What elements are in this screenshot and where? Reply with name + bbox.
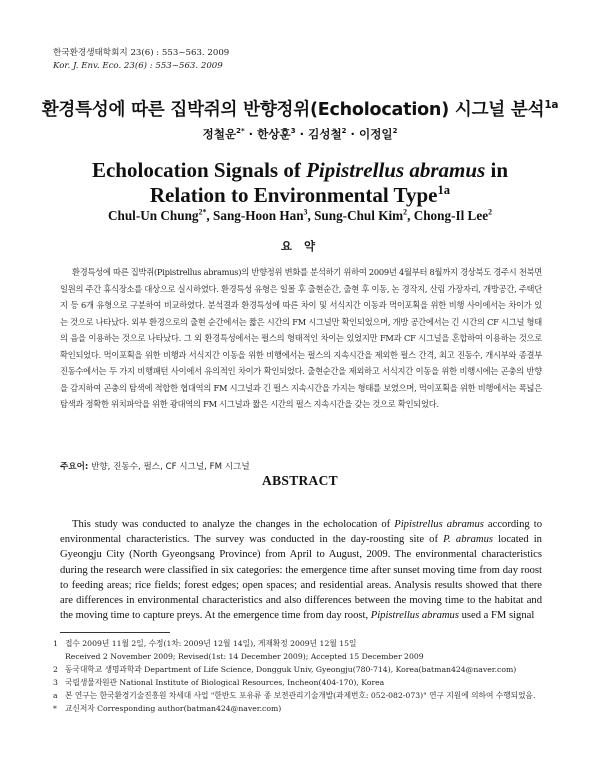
footnote-mark: a [53, 691, 58, 700]
footnote-item [53, 702, 545, 715]
journal-citation [53, 47, 229, 73]
journal-citation-en: Kor. J. Env. Eco. 23(6) : 553~563. 2009 [53, 61, 223, 71]
author-ko-sup: 2 [392, 127, 398, 136]
author-ko: 김성철 [308, 127, 342, 141]
footnote-divider [60, 632, 170, 633]
title-english-part1: Echolocation Signals of [91, 158, 307, 182]
title-korean-text: 환경특성에 따른 집박쥐의 반향정위(Echolocation) 시그널 분석 [41, 100, 545, 120]
author-ko: 이정일 [359, 127, 393, 141]
korean-abstract-heading: 요 약 [280, 239, 320, 253]
author-ko-sup: 3 [290, 127, 296, 136]
author-en-sup: 3 [303, 207, 308, 217]
korean-abstract-species: Pipistrellus abramus [156, 267, 239, 277]
english-abstract-s1: This study was conducted to analyze the changes in the echolocation of [72, 519, 395, 530]
footnote-item [53, 676, 545, 689]
footnote-mark: 2 [53, 665, 58, 674]
footnote-mark: 1 [53, 639, 58, 648]
title-english [60, 158, 540, 208]
english-abstract-s4: used a FM signal [458, 610, 535, 622]
footnote-item [53, 663, 545, 676]
title-korean [0, 96, 600, 121]
keywords-text: 반향, 진동수, 펄스, CF 시그널, FM 시그널 [88, 462, 250, 472]
author-ko-sup: 2 [341, 127, 347, 136]
author-ko-sup: 2* [236, 127, 245, 136]
title-korean-sup: 1a [544, 99, 559, 112]
author-en-sup: 2 [488, 207, 493, 217]
english-abstract-species-2: P. abramus [443, 534, 493, 546]
authors-english: Chul-Un Chung$^{2*}$, Sang-Hoon Han$^3$, Sung-Chul Kim$^2$, Chong-Il Lee$^2$ [107, 207, 493, 223]
english-abstract-s2: according to environmental characteristics. The survey was conducted in the day-roosting site of [60, 519, 542, 546]
korean-abstract-post: )의 반향정위 변화를 분석하기 위하여 2009년 4월부터 8월까지 경상북도 경주시 천북면 일원의 주간 휴식장소를 대상으로 실시하였다. 환경특성 유형은 일몰 후 출현순간, 출현 후 이동, 논 경작지, 산림 가장자리, 개방공간, 주택단지 등 6개 유형으로 구분하여 비교하였다. 분석결과 환경특성에 따른 차이 및 서식지간 이동과 먹이포획을 위한 비행 사이에서는 차이가 있는 것으로 나타났다. 외부 환경으로의 출현 순간에서는 짧은 시간의 FM 시그널만 확인되었으며, 개방 공간에서는 긴 시간의 CF 시그널 형태의 음을 이용하는 것으로 나타났다. 그 외 환경특성에서는 펄스의 형태적인 차이는 있었지만 FM과 CF 시그널을 혼합하여 이용하는 것으로 확인되었다. 먹이포획을 위한 비행과 서식지간 이동을 위한 비행에서는 펄스의 지속시간을 제외한 펄스 간격, 최고 진동수, 개시부와 종결부 진동수에서는 두 가지 비행패턴 사이에서 유의적인 차이가 확인되었다. 출현순간을 제외하고 서식지간 이동을 위한 비행시에는 곤충의 반향을 감지하여 곤충의 탐색에 적합한 협대역의 FM 시그널과 긴 펄스 지속시간을 가지는 형태를 보였으며, 먹이포획을 위한 비행에서는 폭넓은 탐색과 정확한 위치파악을 위한 광대역의 FM 시그널과 짧은 시간의 펄스 지속시간을 갖는 것으로 확인되었다. [60, 267, 543, 409]
footnote-item [53, 650, 545, 663]
footnote-mark: 3 [53, 678, 58, 687]
keywords-label: 주요어: [60, 462, 89, 472]
author-ko: 정철운 [202, 127, 237, 141]
title-english-sup: 1a [437, 183, 451, 197]
footnote-text: 접수 2009년 11월 2일, 수정(1차: 2009년 12월 14일), 게재확정 2009년 12월 15일 [65, 639, 357, 648]
english-abstract-species-1: Pipistrellus abramus [394, 519, 484, 530]
english-abstract-species-3: Pipistrellus abramus [370, 610, 459, 622]
authors-korean: 정철운$^{2*}$ · 한상훈$^3$ · 김성철$^2$ · 이정일$^2$ [202, 127, 398, 141]
abstract-heading: ABSTRACT [262, 473, 338, 488]
author-en: Sung-Chul Kim [314, 208, 404, 223]
korean-abstract-pre: 환경특성에 따른 집박쥐( [72, 267, 157, 277]
footnote-item [53, 689, 545, 702]
footnote-text: 동국대학교 생명과학과 Department of Life Science, Dongguk Univ, Gyeongju(780-714), Korea(batman424@naver.com) [65, 665, 517, 674]
author-en: Chong-Il Lee [413, 208, 489, 223]
keywords [60, 460, 250, 472]
footnote-item [53, 637, 545, 650]
author-en-sup: 2 [403, 207, 408, 217]
title-english-part2: in Relation to Environmental Type [149, 158, 509, 207]
english-abstract-s3: located in Gyeongju City (North Gyeongsang Province) from April to August, 2009. The environmental characteristics during the research were classified in six categories: the emergence time after sunset moving time from day roost to feeding areas; rice fields; forest edges; open spaces; and residential areas. Analysis results showed that there are differences in environmental characteristics and also differences between the moving time to the habitat and the moving time to capture preys. At the emergence time from day roost, [60, 534, 542, 622]
footnote-text: 교신저자 Corresponding author(batman424@naver.com) [65, 704, 282, 713]
author-en-sup: 2* [198, 207, 207, 217]
author-ko: 한상훈 [257, 127, 291, 141]
footnote-text: Received 2 November 2009; Revised(1st: 14 December 2009); Accepted 15 December 2009 [65, 652, 424, 661]
footnote-text: 국립생물자원관 National Institute of Biological Resources, Incheon(404-170), Korea [65, 678, 385, 687]
journal-citation-ko: 한국환경생태학회지 23(6) : 553~563. 2009 [53, 48, 230, 58]
footnote-mark [53, 650, 65, 663]
english-abstract-body [60, 517, 542, 623]
footnote-text: 본 연구는 한국환경기술진흥원 차세대 사업 "한반도 포유류 종 보전관리기술개발(과제번호: 052-082-073)" 연구 지원에 의하여 수행되었음. [65, 691, 536, 700]
footnotes [53, 637, 545, 715]
author-en: Sang-Hoon Han [213, 208, 304, 223]
korean-abstract-body [60, 264, 542, 413]
title-english-species: Pipistrellus abramus [306, 158, 486, 182]
author-en: Chul-Un Chung [107, 208, 199, 223]
footnote-mark: * [53, 704, 57, 713]
